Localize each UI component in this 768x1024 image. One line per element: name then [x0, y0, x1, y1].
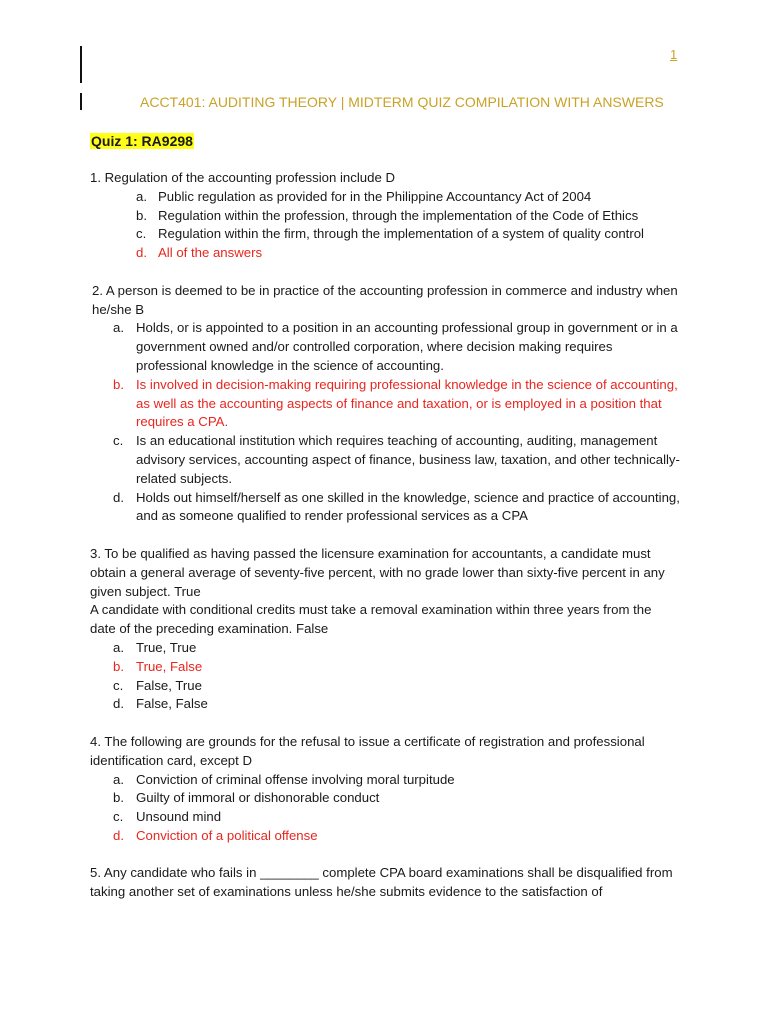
option-item: b. Guilty of immoral or dishonorable conduct: [113, 790, 380, 806]
revision-bar: [80, 46, 82, 83]
option-list: [90, 188, 680, 263]
option-item-correct: d. All of the answers: [136, 245, 263, 261]
question-stem: 5. Any candidate who fails in ________ complete CPA board examinations shall be disqualified from taking another set of examinations unless he/she submits evidence to the satisfaction of: [90, 865, 673, 900]
question-stem: 1. Regulation of the accounting profession include D: [90, 170, 395, 185]
option-list: [90, 319, 680, 526]
question-1: [90, 169, 680, 263]
option-item: b. Regulation within the profession, through the implementation of the Code of Ethics: [136, 207, 639, 223]
option-item: d. Holds out himself/herself as one skilled in the knowledge, science and practice of accounting, and as someone qualified to render professional services as a CPA: [113, 489, 680, 524]
option-item: a. Holds, or is appointed to a position in an accounting professional group in government or in a government owned and/or controlled corporation, where decision making requires professional knowledge in the science of accounting.: [113, 320, 678, 373]
document-title: ACCT401: AUDITING THEORY | MIDTERM QUIZ COMPILATION WITH ANSWERS: [140, 94, 664, 110]
option-item: c. False, True: [113, 677, 202, 693]
option-item: a. True, True: [113, 639, 197, 655]
quiz-heading: Quiz 1: RA9298: [91, 133, 193, 149]
option-item: a. Public regulation as provided for in the Philippine Accountancy Act of 2004: [136, 188, 592, 204]
question-stem: 4. The following are grounds for the refusal to issue a certificate of registration and professional identification card, except D: [90, 733, 645, 768]
question-2: [90, 282, 680, 526]
option-item: c. Unsound mind: [113, 809, 222, 825]
option-item-correct: b. Is involved in decision-making requiring professional knowledge in the science of accounting, as well as the accounting aspects of finance and taxation, or is employed in a position that requires a CPA.: [113, 376, 678, 430]
option-item-correct: b. True, False: [113, 658, 203, 674]
question-stem: 3. To be qualified as having passed the licensure examination for accountants, a candidate must obtain a general average of seventy-five percent, with no grade lower than sixty-five percent in any given subject. True: [90, 545, 665, 599]
question-stem-part-2: A candidate with conditional credits must take a removal examination within three years from the date of the preceding examination. False: [90, 602, 652, 637]
revision-bar: [80, 93, 82, 110]
option-item-correct: d. Conviction of a political offense: [113, 827, 318, 843]
option-item: c. Regulation within the firm, through the implementation of a system of quality control: [136, 226, 644, 242]
question-4: [90, 733, 680, 846]
question-list: [90, 169, 680, 921]
option-item: c. Is an educational institution which requires teaching of accounting, auditing, management advisory services, accounting aspect of finance, business law, taxation, and other technically-related subjects.: [113, 433, 680, 486]
option-item: a. Conviction of criminal offense involving moral turpitude: [113, 771, 455, 787]
option-list: [90, 639, 680, 714]
page-number: 1: [670, 47, 678, 62]
question-5: [90, 864, 680, 902]
question-stem: 2. A person is deemed to be in practice of the accounting profession in commerce and industry when he/she B: [92, 282, 678, 317]
question-3: [90, 545, 680, 714]
option-list: [90, 771, 680, 846]
option-item: d. False, False: [113, 696, 208, 712]
